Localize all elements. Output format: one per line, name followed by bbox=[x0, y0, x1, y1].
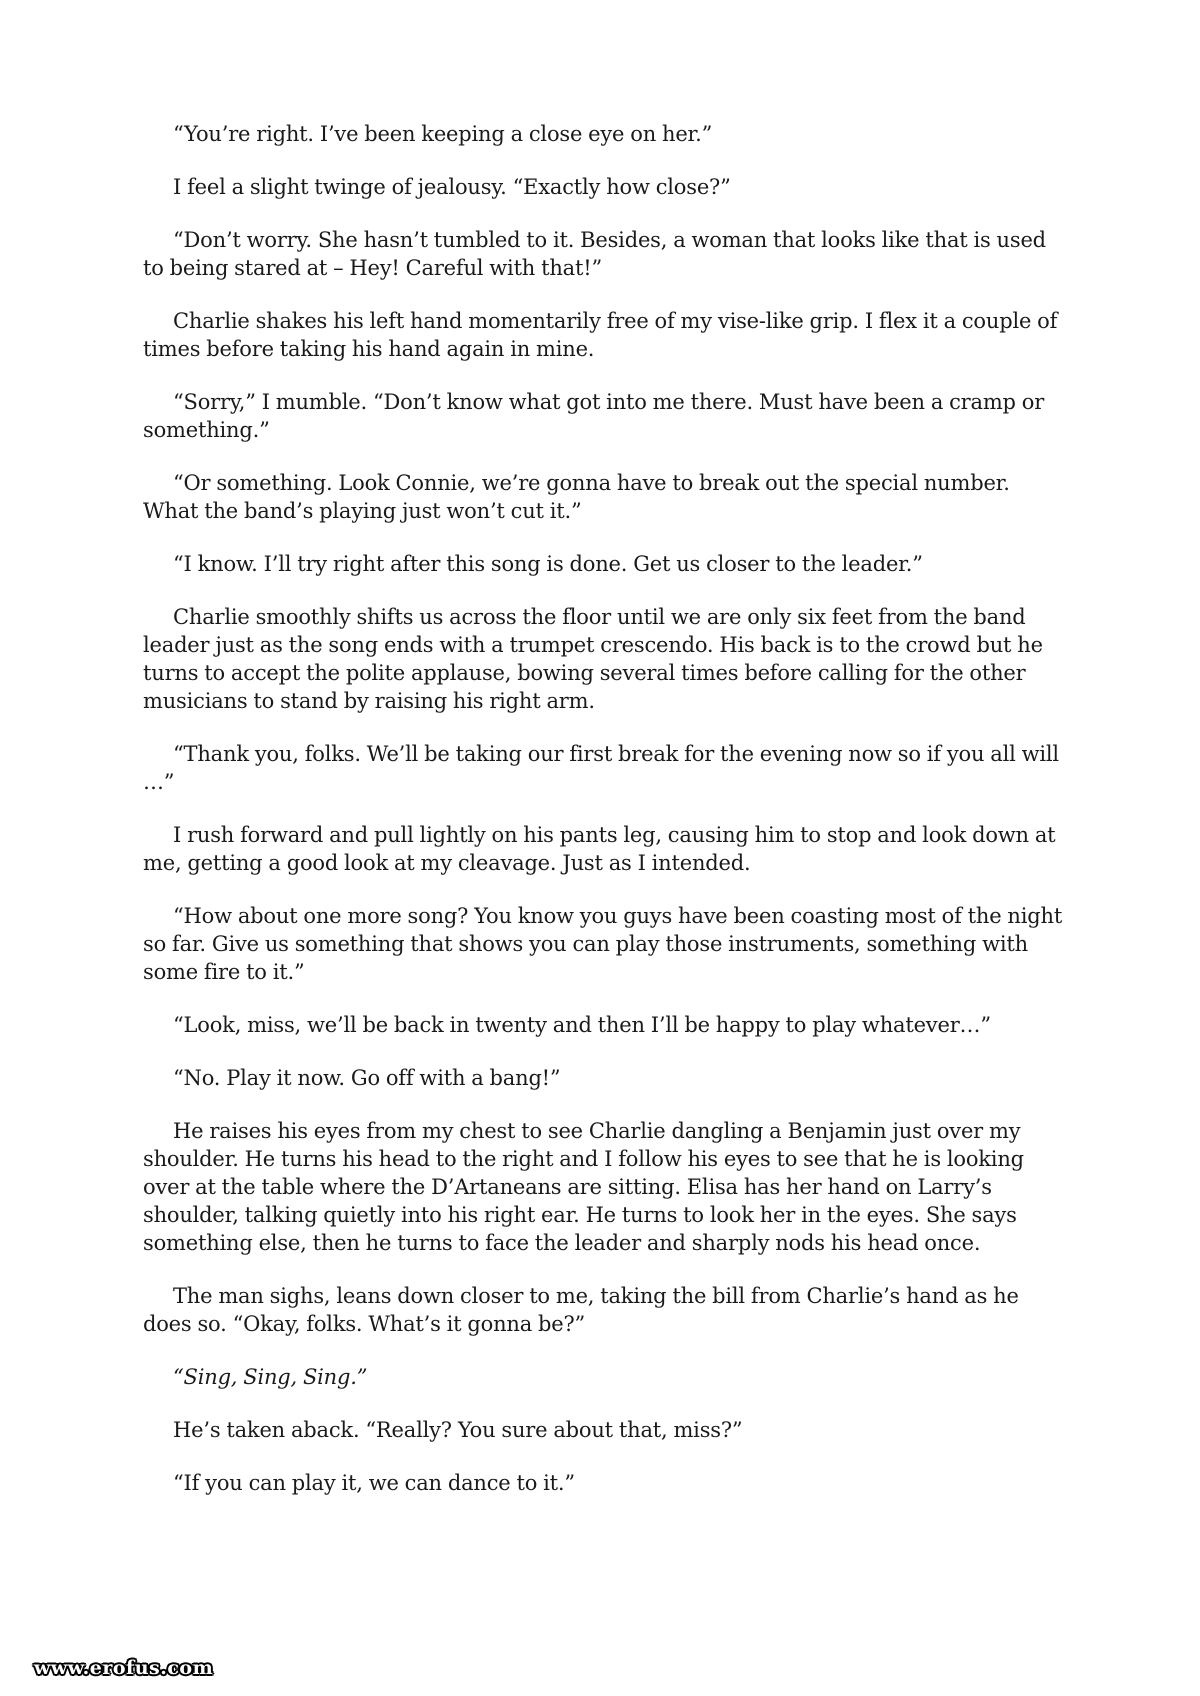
paragraph: “Look, miss, we’ll be back in twenty and then I’ll be happy to play whatever…” bbox=[173, 1013, 991, 1037]
paragraph: “If you can play it, we can dance to it.” bbox=[173, 1471, 575, 1495]
paragraph: “I know. I’ll try right after this song is done. Get us closer to the leader.” bbox=[173, 552, 923, 576]
paragraph: “Thank you, folks. We’ll be taking our first break for the evening now so if you all will …” bbox=[143, 742, 1059, 794]
paragraph: “You’re right. I’ve been keeping a close eye on her.” bbox=[173, 122, 713, 146]
paragraph: I rush forward and pull lightly on his pants leg, causing him to stop and look down at me, getting a good look at my cleavage. Just as I intended. bbox=[143, 823, 1056, 875]
document-page bbox=[143, 120, 1063, 1522]
paragraph: “Or something. Look Connie, we’re gonna have to break out the special number. What the band’s playing just won’t cut it.” bbox=[143, 471, 1010, 523]
paragraph: The man sighs, leans down closer to me, taking the bill from Charlie’s hand as he does so. “Okay, folks. What’s it gonna be?” bbox=[143, 1284, 1019, 1336]
paragraph: Charlie smoothly shifts us across the floor until we are only six feet from the band leader just as the song ends with a trumpet crescendo. His back is to the crowd but he turns to accept the polite applause, bowing several times before calling for the other musicians to stand by raising his right arm. bbox=[143, 605, 1043, 713]
paragraph: “Don’t worry. She hasn’t tumbled to it. Besides, a woman that looks like that is used to being stared at – Hey! Careful with that!” bbox=[143, 228, 1046, 280]
site-watermark: www.erofus.com bbox=[34, 1657, 214, 1679]
paragraph: I feel a slight twinge of jealousy. “Exactly how close?” bbox=[173, 175, 731, 199]
paragraph: He’s taken aback. “Really? You sure about that, miss?” bbox=[173, 1418, 743, 1442]
paragraph: “No. Play it now. Go off with a bang!” bbox=[173, 1066, 561, 1090]
paragraph: Charlie shakes his left hand momentarily free of my vise-like grip. I flex it a couple of times before taking his hand again in mine. bbox=[143, 309, 1058, 361]
paragraph: He raises his eyes from my chest to see Charlie dangling a Benjamin just over my shoulder. He turns his head to the right and I follow his eyes to see that he is looking over at the table where the D’Artaneans are sitting. Elisa has her hand on Larry’s shoulder, talking quietly into his right ear. He turns to look her in the eyes. She says something else, then he turns to face the leader and sharply nods his head once. bbox=[143, 1119, 1024, 1255]
paragraph: “Sorry,” I mumble. “Don’t know what got into me there. Must have been a cramp or something.” bbox=[143, 390, 1045, 442]
paragraph: “How about one more song? You know you guys have been coasting most of the night so far. Give us something that shows you can play those instruments, something with some fire to it.” bbox=[143, 904, 1063, 984]
paragraph-italic-song-title: “Sing, Sing, Sing.” bbox=[173, 1365, 368, 1389]
